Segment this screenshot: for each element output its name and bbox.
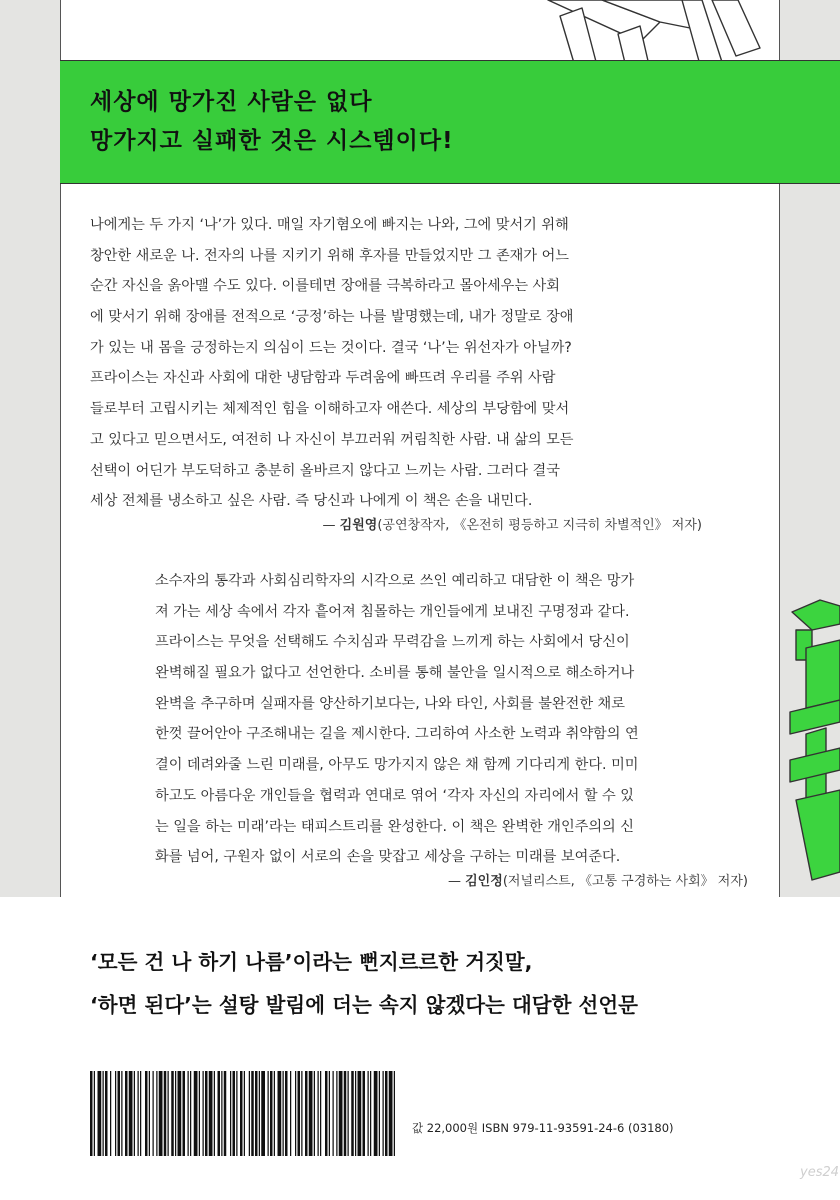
barcode-bar [249, 1071, 250, 1156]
barcode-bar [290, 1071, 291, 1156]
barcode-bar [318, 1071, 319, 1156]
review-1-line: 세상 전체를 냉소하고 싶은 사람. 즉 당신과 나에게 이 책은 손을 내민다. [90, 493, 533, 510]
barcode-bar [255, 1071, 258, 1156]
barcode-bar [153, 1071, 154, 1156]
barcode-bar [383, 1071, 384, 1156]
barcode-bar [205, 1071, 208, 1156]
review-1-line: 가 있는 내 몸을 긍정하는지 의심이 드는 것이다. 결국 ‘나’는 위선자가 아닐까? [90, 339, 572, 356]
barcode-bar [233, 1071, 236, 1156]
barcode-bar [203, 1071, 204, 1156]
barcode-bar [159, 1071, 163, 1156]
barcode-bar [298, 1071, 301, 1156]
barcode-bar [175, 1071, 176, 1156]
barcode-bar [140, 1071, 141, 1156]
review-1-line: 고 있다고 믿으면서도, 여전히 나 자신이 부끄러워 꺼림칙한 사람. 내 삶의 모든 [90, 431, 574, 448]
reviewer-name: 김원영 [339, 518, 378, 533]
review-1-text [90, 210, 730, 517]
barcode-bar [164, 1071, 167, 1156]
barcode-bar [218, 1071, 221, 1156]
review-1-attribution [323, 514, 702, 533]
review-2-text [155, 566, 785, 873]
review-2-line: 하고도 아름다운 개인들을 협력과 연대로 엮어 ‘각자 자신의 자리에서 할 수 있 [155, 787, 634, 804]
barcode-bar [314, 1071, 315, 1156]
headline-line-1: 세상에 망가진 사람은 없다 [90, 89, 373, 115]
barcode-bar [149, 1071, 150, 1156]
review-2-line: 한껏 끌어안아 구조해내는 길을 제시한다. 그리하여 사소한 노력과 취약함의 연 [155, 726, 639, 743]
review-1-line: 들로부터 고립시키는 체제적인 힘을 이해하고자 애쓴다. 세상의 부당함에 맞서 [90, 401, 570, 418]
barcode-bar [270, 1071, 273, 1156]
isbn-barcode [90, 1071, 395, 1156]
barcode-bar [320, 1071, 321, 1156]
barcode-bar [325, 1071, 328, 1156]
barcode-bar [138, 1071, 139, 1156]
barcode-bar [94, 1071, 95, 1156]
barcode-bar [244, 1071, 245, 1156]
barcode-bar [339, 1071, 343, 1156]
attribution-dash: — [322, 518, 336, 533]
barcode-bar [121, 1071, 122, 1156]
barcode-bar [370, 1071, 371, 1156]
barcode-bar [168, 1071, 169, 1156]
reviewer-name: 김인정 [465, 874, 503, 889]
barcode-bar [171, 1071, 174, 1156]
barcode-bar [240, 1071, 243, 1156]
barcode-bar [156, 1071, 157, 1156]
tagline-line-1: ‘모든 건 나 하기 나름’이라는 뻔지르르한 거짓말, [90, 950, 533, 974]
watermark-logo: yes24 [800, 1165, 840, 1180]
attribution-dash: — [447, 874, 461, 889]
barcode-bar [348, 1071, 349, 1156]
reviewer-role: (공연창작자, 《온전히 평등하고 지극히 차별적인》 저자) [377, 518, 702, 533]
review-1-line: 창안한 새로운 나. 전자의 나를 지키기 위해 후자를 만들었지만 그 존재가 어느 [90, 247, 569, 264]
barcode-bar [129, 1071, 133, 1156]
review-1-line: 순간 자신을 옭아맬 수도 있다. 이를테면 장애를 극복하라고 몰아세우는 사회 [90, 278, 560, 295]
barcode-bar [355, 1071, 356, 1156]
barcode-bar [230, 1071, 231, 1156]
barcode-bar [188, 1071, 189, 1156]
barcode-bar [285, 1071, 288, 1156]
barcode-bar [344, 1071, 347, 1156]
barcode-bar [379, 1071, 380, 1156]
barcode-bar [374, 1071, 378, 1156]
barcode-bar [221, 1071, 222, 1156]
barcode-bar [224, 1071, 227, 1156]
tagline-line-2: ‘하면 된다’는 설탕 발림에 더는 속지 않겠다는 대담한 선언문 [90, 993, 638, 1017]
review-2-line: 져 가는 세상 속에서 각자 흩어져 침몰하는 개인들에게 보내진 구명정과 같다. [155, 603, 630, 620]
barcode-bar [259, 1071, 260, 1156]
barcode-bar [103, 1071, 104, 1156]
barcode-bar [305, 1071, 308, 1156]
price-isbn-text: 값 22,000원 ISBN 979-11-93591-24-6 (03180) [412, 1121, 674, 1135]
barcode-bar [336, 1071, 337, 1156]
barcode-bar [274, 1071, 275, 1156]
barcode-bar [394, 1071, 395, 1156]
review-1-line: 프라이스는 자신과 사회에 대한 냉담함과 두려움에 빠뜨려 우리를 주위 사람 [90, 370, 556, 387]
barcode-bar [309, 1071, 313, 1156]
barcode-bar [329, 1071, 330, 1156]
barcode-bar [268, 1071, 269, 1156]
review-1-line: 에 맞서기 위해 장애를 전적으로 ‘긍정’하는 나를 발명했는데, 내가 정말로 장애 [90, 309, 574, 326]
barcode-bar [385, 1071, 388, 1156]
barcode-bar [363, 1071, 366, 1156]
barcode-bar [105, 1071, 108, 1156]
barcode-bar [214, 1071, 215, 1156]
review-2-line: 는 일을 하는 미래’라는 태피스트리를 완성한다. 이 책은 완벽한 개인주의의 신 [155, 818, 634, 835]
review-2-line: 화를 넘어, 구원자 없이 서로의 손을 맞잡고 세상을 구하는 미래를 보여준다. [155, 849, 621, 866]
review-2-attribution [448, 870, 748, 889]
barcode-bar [134, 1071, 135, 1156]
barcode-bar [251, 1071, 254, 1156]
barcode-bar [190, 1071, 191, 1156]
barcode-bar [118, 1071, 121, 1156]
barcode-bar [199, 1071, 200, 1156]
barcode-bar [98, 1071, 102, 1156]
review-2-line: 소수자의 통각과 사회심리학자의 시각으로 쓰인 예리하고 대담한 이 책은 망가 [155, 573, 635, 589]
review-2-line: 완벽해질 필요가 없다고 선언한다. 소비를 통해 불안을 일시적으로 해소하거나 [155, 665, 635, 682]
barcode-bar [261, 1071, 265, 1156]
review-2-line: 완벽을 추구하며 실패자를 양산하기보다는, 나와 타인, 사회를 불완전한 채로 [155, 695, 625, 712]
review-1-line: 선택이 어딘가 부도덕하고 충분히 올바르지 않다고 느끼는 사람. 그러다 결국 [90, 462, 560, 479]
barcode-bar [368, 1071, 369, 1156]
barcode-bar [295, 1071, 296, 1156]
barcode-bar [115, 1071, 116, 1156]
review-2-line: 프라이스는 무엇을 선택해도 수치심과 무력감을 느끼게 하는 사회에서 당신이 [155, 634, 630, 651]
review-1-line: 나에게는 두 가지 ‘나’가 있다. 매일 자기혐오에 빠지는 나와, 그에 맞서기 위해 [90, 217, 569, 233]
barcode-bar [178, 1071, 182, 1156]
barcode-bar [278, 1071, 282, 1156]
barcode-bar [183, 1071, 186, 1156]
review-2-line: 결이 데려와줄 느린 미래를, 아무도 망가지지 않은 채 함께 기다리게 한다. 미미 [155, 757, 639, 774]
reviewer-role: (저널리스트, 《고통 구경하는 사회》 저자) [502, 874, 748, 889]
barcode-bar [301, 1071, 302, 1156]
barcode-bar [389, 1071, 393, 1156]
barcode-bar [358, 1071, 362, 1156]
barcode-bar [145, 1071, 148, 1156]
barcode-bar [283, 1071, 284, 1156]
barcode-bar [90, 1071, 93, 1156]
barcode-bar [236, 1071, 237, 1156]
barcode-bar [333, 1071, 334, 1156]
barcode-bar [209, 1071, 213, 1156]
headline-line-2: 망가지고 실패한 것은 시스템이다! [90, 128, 454, 154]
barcode-bar [194, 1071, 198, 1156]
barcode-bar [110, 1071, 111, 1156]
barcode-bar [351, 1071, 354, 1156]
barcode-bar [125, 1071, 128, 1156]
